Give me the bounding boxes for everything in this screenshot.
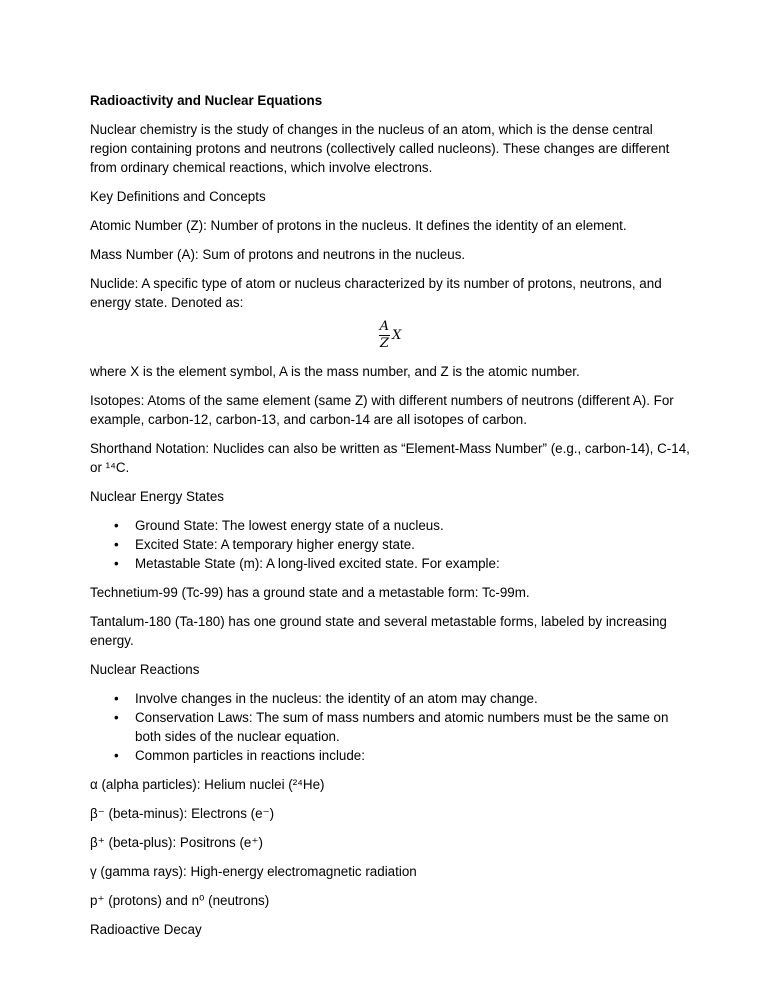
- tantalum-example: Tantalum-180 (Ta-180) has one ground state and several metastable forms, labeled by increasing energy.: [90, 614, 667, 648]
- nuclear-reactions-heading: Nuclear Reactions: [90, 662, 200, 677]
- document-page: [90, 91, 690, 949]
- atomic-number-definition: Atomic Number (Z): Number of protons in the nucleus. It defines the identity of an element.: [90, 218, 627, 233]
- energy-states-list: [90, 516, 690, 573]
- energy-states-heading: Nuclear Energy States: [90, 489, 224, 504]
- formula-explanation: where X is the element symbol, A is the mass number, and Z is the atomic number.: [90, 364, 580, 379]
- list-item: • Excited State: A temporary higher energy state.: [90, 535, 690, 554]
- nuclide-notation-formula: [90, 320, 690, 360]
- radioactive-decay-heading: Radioactive Decay: [90, 922, 202, 937]
- gamma-ray-line: γ (gamma rays): High-energy electromagnetic radiation: [90, 864, 417, 879]
- document-title: Radioactivity and Nuclear Equations: [90, 93, 323, 108]
- formula-element-symbol: X: [392, 328, 402, 343]
- beta-minus-line: β⁻ (beta-minus): Electrons (e⁻): [90, 806, 275, 821]
- technetium-example: Technetium-99 (Tc-99) has a ground state and a metastable form: Tc-99m.: [90, 585, 530, 600]
- list-item: • Metastable State (m): A long-lived excited state. For example:: [90, 554, 690, 573]
- beta-plus-line: β⁺ (beta-plus): Positrons (e⁺): [90, 835, 263, 850]
- list-item: • Ground State: The lowest energy state of a nucleus.: [90, 516, 690, 535]
- nuclear-reactions-list: [90, 689, 690, 765]
- intro-paragraph: Nuclear chemistry is the study of changes in the nucleus of an atom, which is the dense central region containing protons and neutrons (collectively called nucleons). These changes are different from ordinary chemical reactions, which involve electrons.: [90, 122, 670, 175]
- formula-mass-number: A: [379, 319, 390, 334]
- alpha-particle-line: α (alpha particles): Helium nuclei (²⁴He): [90, 777, 325, 792]
- list-item: • Conservation Laws: The sum of mass numbers and atomic numbers must be the same on both sides of the nuclear equation.: [90, 708, 690, 746]
- list-item: • Common particles in reactions include:: [90, 746, 690, 765]
- mass-number-definition: Mass Number (A): Sum of protons and neutrons in the nucleus.: [90, 247, 466, 262]
- protons-neutrons-line: p⁺ (protons) and n⁰ (neutrons): [90, 893, 270, 908]
- formula-atomic-number: Z: [379, 336, 389, 351]
- list-item: • Involve changes in the nucleus: the identity of an atom may change.: [90, 689, 690, 708]
- nuclide-definition: Nuclide: A specific type of atom or nucleus characterized by its number of protons, neutrons, and energy state. Denoted as:: [90, 276, 662, 310]
- formula-fraction: [379, 320, 390, 351]
- key-definitions-heading: Key Definitions and Concepts: [90, 189, 266, 204]
- shorthand-notation: Shorthand Notation: Nuclides can also be written as “Element-Mass Number” (e.g., carbon-14), C-14, or ¹⁴C.: [90, 441, 690, 475]
- isotopes-definition: Isotopes: Atoms of the same element (same Z) with different numbers of neutrons (different A). For example, carbon-12, carbon-13, and carbon-14 are all isotopes of carbon.: [90, 393, 674, 427]
